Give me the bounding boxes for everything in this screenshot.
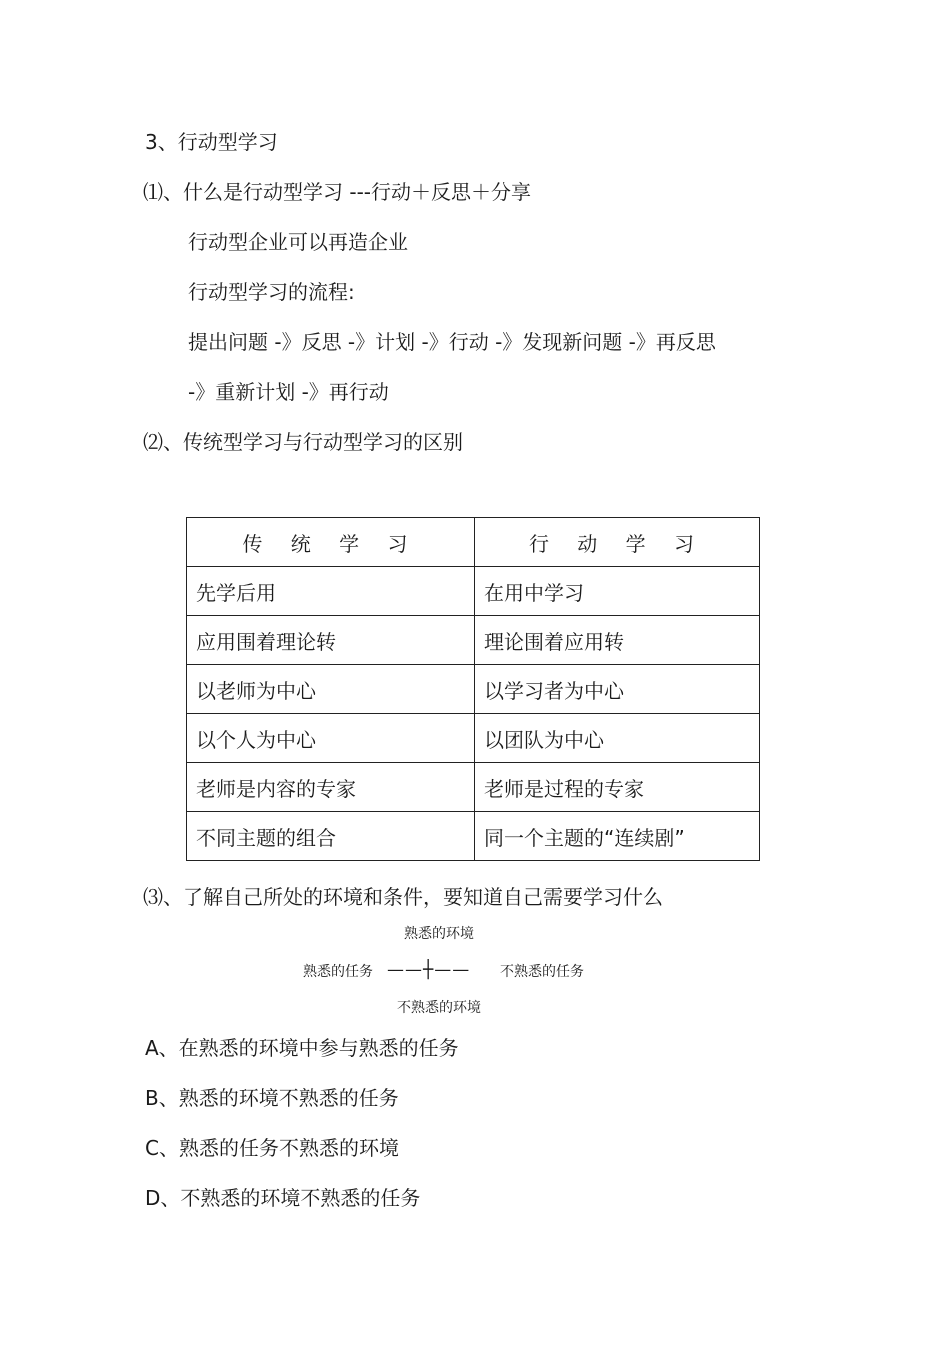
section-heading: 3、行动型学习: [145, 130, 278, 154]
table-row: [187, 714, 760, 763]
header-traditional: 传 统 学 习: [187, 518, 475, 567]
table-row: [187, 616, 760, 665]
option-a: A、在熟悉的环境中参与熟悉的任务: [145, 1036, 459, 1060]
comparison-table: [186, 517, 760, 861]
cell-traditional: 以老师为中心: [187, 665, 475, 714]
cell-traditional: 老师是内容的专家: [187, 763, 475, 812]
diagram-left-label: 熟悉的任务: [303, 964, 373, 980]
table-row: [187, 665, 760, 714]
diagram-cross: ——┼——: [387, 960, 471, 980]
option-b: B、熟悉的环境不熟悉的任务: [145, 1086, 399, 1110]
cell-action: 以学习者为中心: [475, 665, 760, 714]
q1-heading: ⑴、什么是行动型学习 ---行动＋反思＋分享: [143, 180, 532, 204]
cell-traditional: 应用围着理论转: [187, 616, 475, 665]
diagram-right-label: 不熟悉的任务: [500, 964, 584, 980]
q1-line-1: 行动型企业可以再造企业: [188, 230, 408, 254]
cell-action: 在用中学习: [475, 567, 760, 616]
header-action: 行 动 学 习: [475, 518, 760, 567]
q1-line-4: -》重新计划 -》再行动: [188, 380, 389, 404]
q3-heading: ⑶、了解自己所处的环境和条件，要知道自己需要学习什么: [143, 885, 663, 909]
option-c: C、熟悉的任务不熟悉的环境: [145, 1136, 399, 1160]
q1-line-2: 行动型学习的流程:: [188, 280, 355, 304]
diagram-bottom-label: 不熟悉的环境: [397, 1000, 481, 1016]
cell-action: 以团队为中心: [475, 714, 760, 763]
q1-line-3: 提出问题 -》反思 -》计划 -》行动 -》发现新问题 -》再反思: [188, 330, 716, 354]
table-row: [187, 567, 760, 616]
cell-action: 理论围着应用转: [475, 616, 760, 665]
table-row: [187, 763, 760, 812]
q2-heading: ⑵、传统型学习与行动型学习的区别: [143, 430, 463, 454]
diagram-top-label: 熟悉的环境: [404, 926, 474, 942]
option-d: D、不熟悉的环境不熟悉的任务: [145, 1186, 421, 1210]
cell-action: 老师是过程的专家: [475, 763, 760, 812]
cell-traditional: 先学后用: [187, 567, 475, 616]
cell-action: 同一个主题的“连续剧”: [475, 812, 760, 861]
cell-traditional: 以个人为中心: [187, 714, 475, 763]
table-header-row: [187, 518, 760, 567]
cell-traditional: 不同主题的组合: [187, 812, 475, 861]
table-row: [187, 812, 760, 861]
